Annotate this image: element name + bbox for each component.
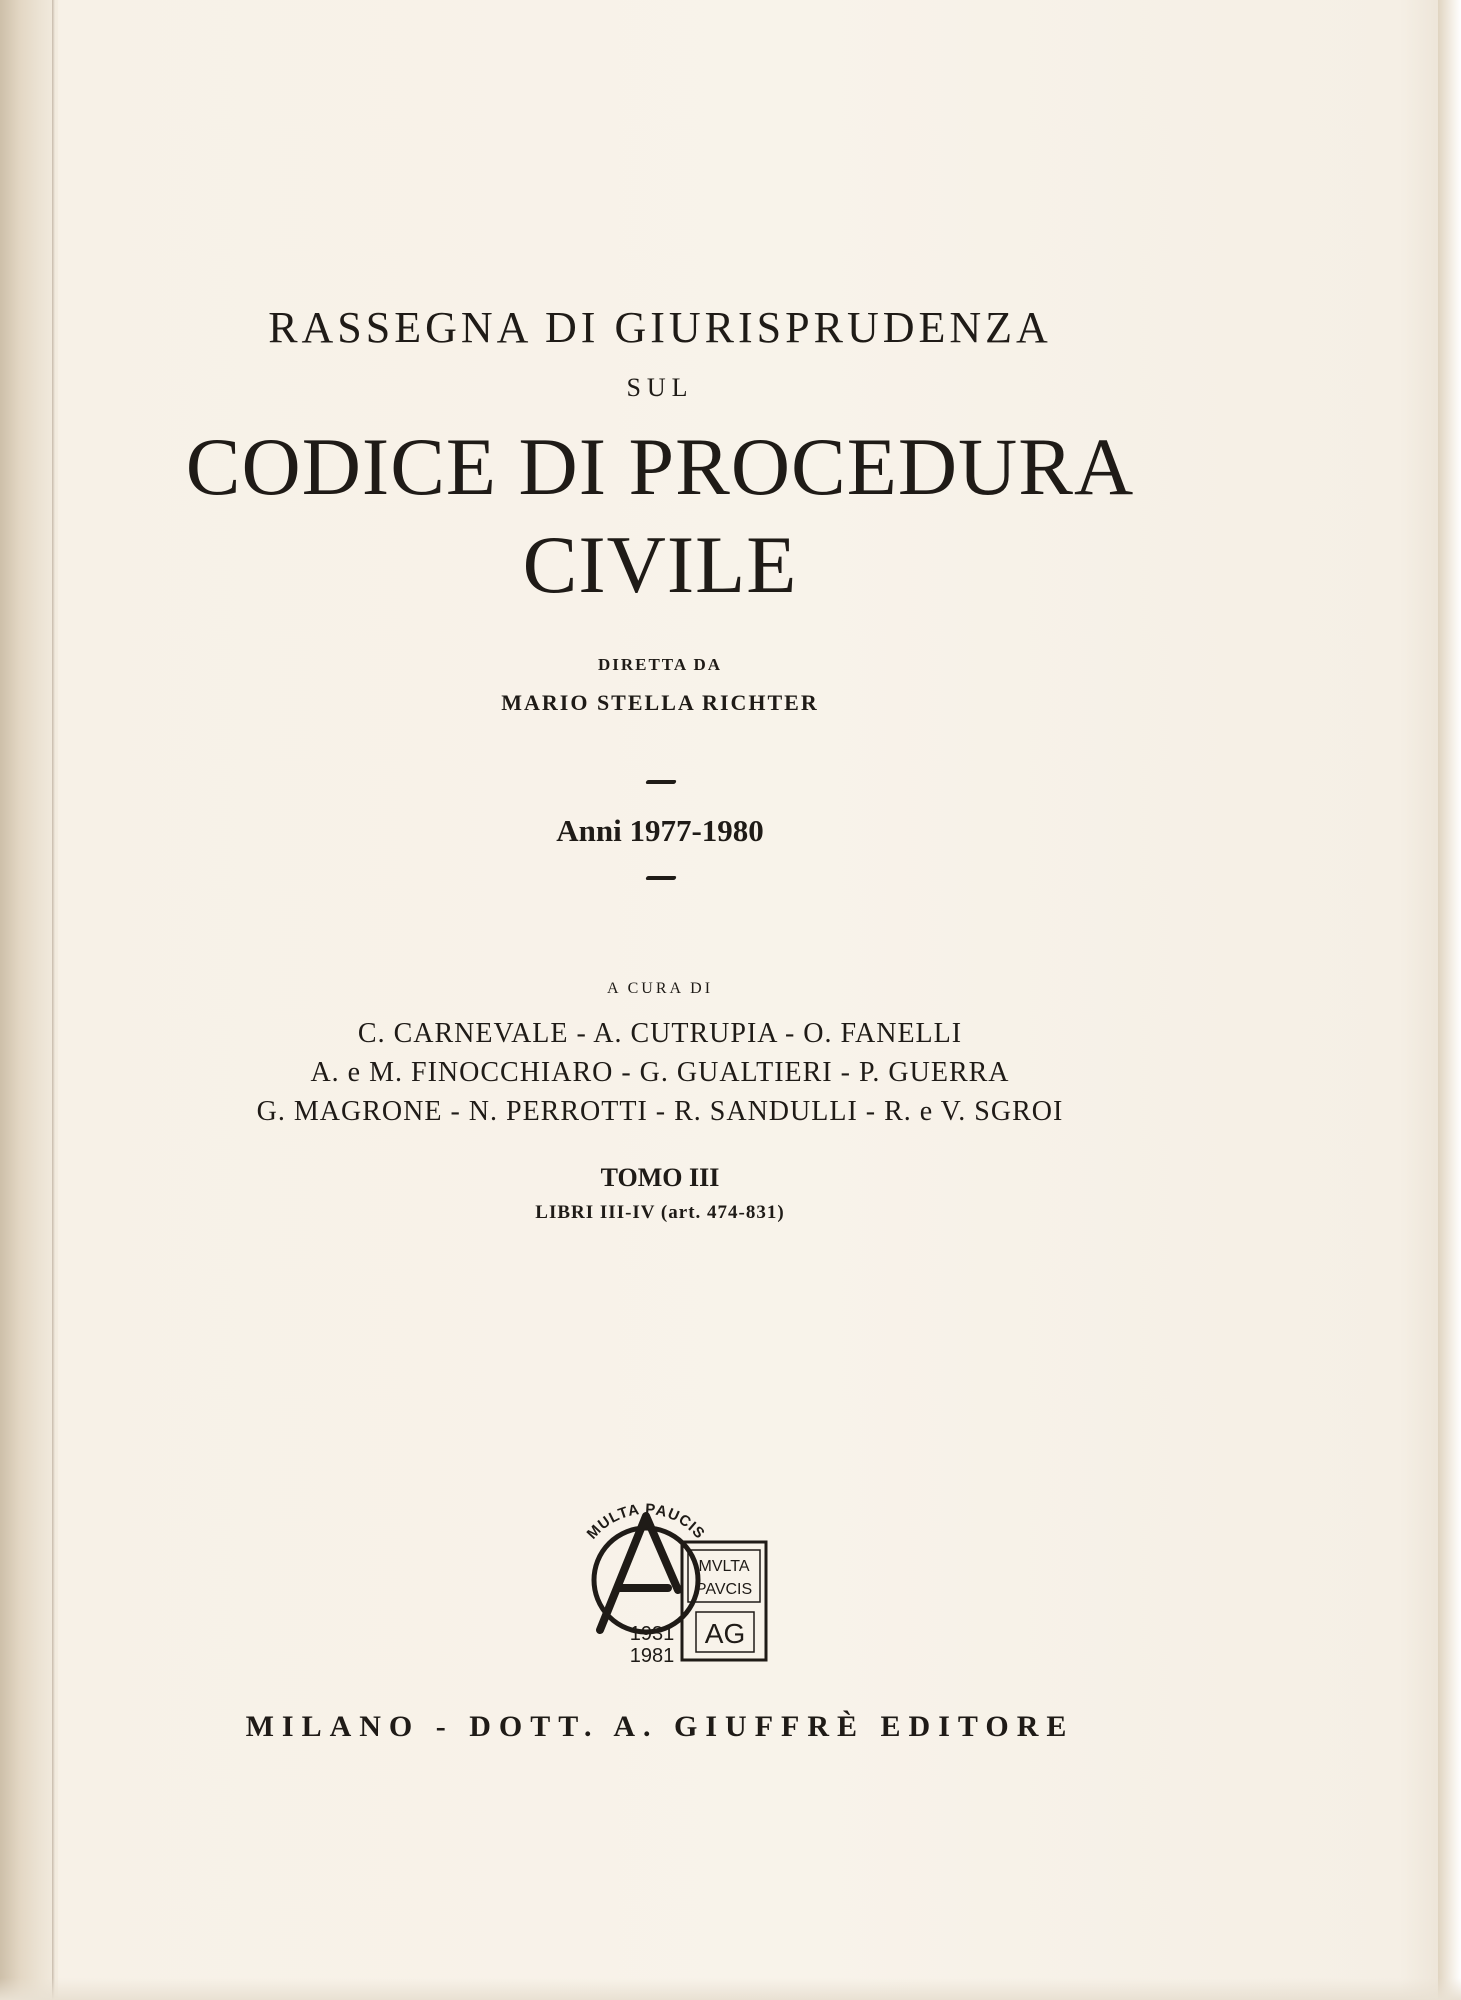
separator-dash <box>645 876 676 880</box>
edited-by-label: A CURA DI <box>606 980 714 997</box>
svg-text:1981: 1981 <box>629 1645 675 1667</box>
page-bottom-edge <box>0 1978 1461 2000</box>
title-line-civile: CIVILE <box>522 519 798 610</box>
editors-line: C. CARNEVALE - A. CUTRUPIA - O. FANELLI <box>357 1018 963 1049</box>
svg-text:AG: AG <box>704 1618 746 1649</box>
book-gutter <box>0 0 58 2000</box>
publisher-logo-icon <box>560 1470 780 1670</box>
svg-text:MVLTA: MVLTA <box>698 1558 750 1575</box>
svg-text:1931: 1931 <box>629 1623 675 1645</box>
page-edge <box>1438 0 1461 2000</box>
title-line-codice: CODICE DI PROCEDURA <box>185 421 1135 512</box>
volume-books: LIBRI III-IV (art. 474-831) <box>535 1202 785 1223</box>
svg-text:MULTA PAUCIS: MULTA PAUCIS <box>583 1500 709 1543</box>
svg-text:PAVCIS: PAVCIS <box>695 1581 753 1598</box>
separator-dash <box>645 780 676 784</box>
volume-number: TOMO III <box>600 1163 720 1192</box>
editors-line: G. MAGRONE - N. PERROTTI - R. SANDULLI - R. e V. SGROI <box>256 1096 1064 1127</box>
title-line-rassegna: RASSEGNA DI GIURISPRUDENZA <box>268 303 1052 352</box>
directed-by-label: DIRETTA DA <box>597 655 723 674</box>
years-range: Anni 1977-1980 <box>556 813 764 848</box>
publisher-imprint: MILANO - DOTT. A. GIUFFRÈ EDITORE <box>245 1710 1075 1743</box>
title-line-sul: SUL <box>626 373 694 402</box>
gutter-shadow <box>52 0 55 2000</box>
director-name: MARIO STELLA RICHTER <box>501 690 819 715</box>
editors-line: A. e M. FINOCCHIARO - G. GUALTIERI - P. GUERRA <box>310 1057 1010 1088</box>
